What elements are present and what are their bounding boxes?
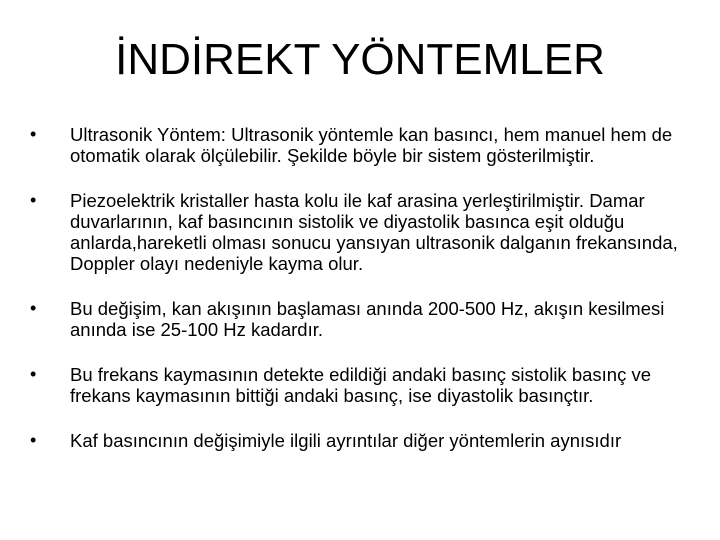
bullet-text: Bu değişim, kan akışının başlaması anında 200-500 Hz, akışın kesilmesi anında ise 25-100 Hz kadardır. <box>70 298 665 340</box>
bullet-marker-icon: • <box>30 190 37 210</box>
bullet-text: Bu frekans kaymasının detekte edildiği andaki basınç sistolik basınç ve frekans kaymasının bittiği andaki basınç, ise diyastolik basınçtır. <box>70 364 652 406</box>
bullet-marker-icon: • <box>30 124 37 144</box>
bullet-marker-icon: • <box>30 298 37 318</box>
bullet-text: Ultrasonik Yöntem: Ultrasonik yöntemle kan basıncı, hem manuel hem de otomatik olarak ölçülebilir. Şekilde böyle bir sistem gösterilmiştir. <box>70 124 673 166</box>
bullet-text: Kaf basıncının değişimiyle ilgili ayrıntılar diğer yöntemlerin aynısıdır <box>70 430 622 451</box>
bullet-item <box>30 430 690 451</box>
bullet-item <box>30 124 690 166</box>
bullet-marker-icon: • <box>30 430 37 450</box>
bullet-item <box>30 190 690 274</box>
slide-title: İNDİREKT YÖNTEMLER <box>115 35 605 84</box>
bullet-item <box>30 298 690 340</box>
bullet-item <box>30 364 690 406</box>
bullet-list <box>30 124 690 475</box>
bullet-marker-icon: • <box>30 364 37 384</box>
bullet-text: Piezoelektrik kristaller hasta kolu ile kaf arasina yerleştirilmiştir. Damar duvarlarının, kaf basıncının sistolik ve diyastolik basınca eşit olduğu anlarda,hareketli olması sonucu yansıyan ultrasonik dalganın frekansında, Doppler olayı nedeniyle kayma olur. <box>70 190 678 274</box>
